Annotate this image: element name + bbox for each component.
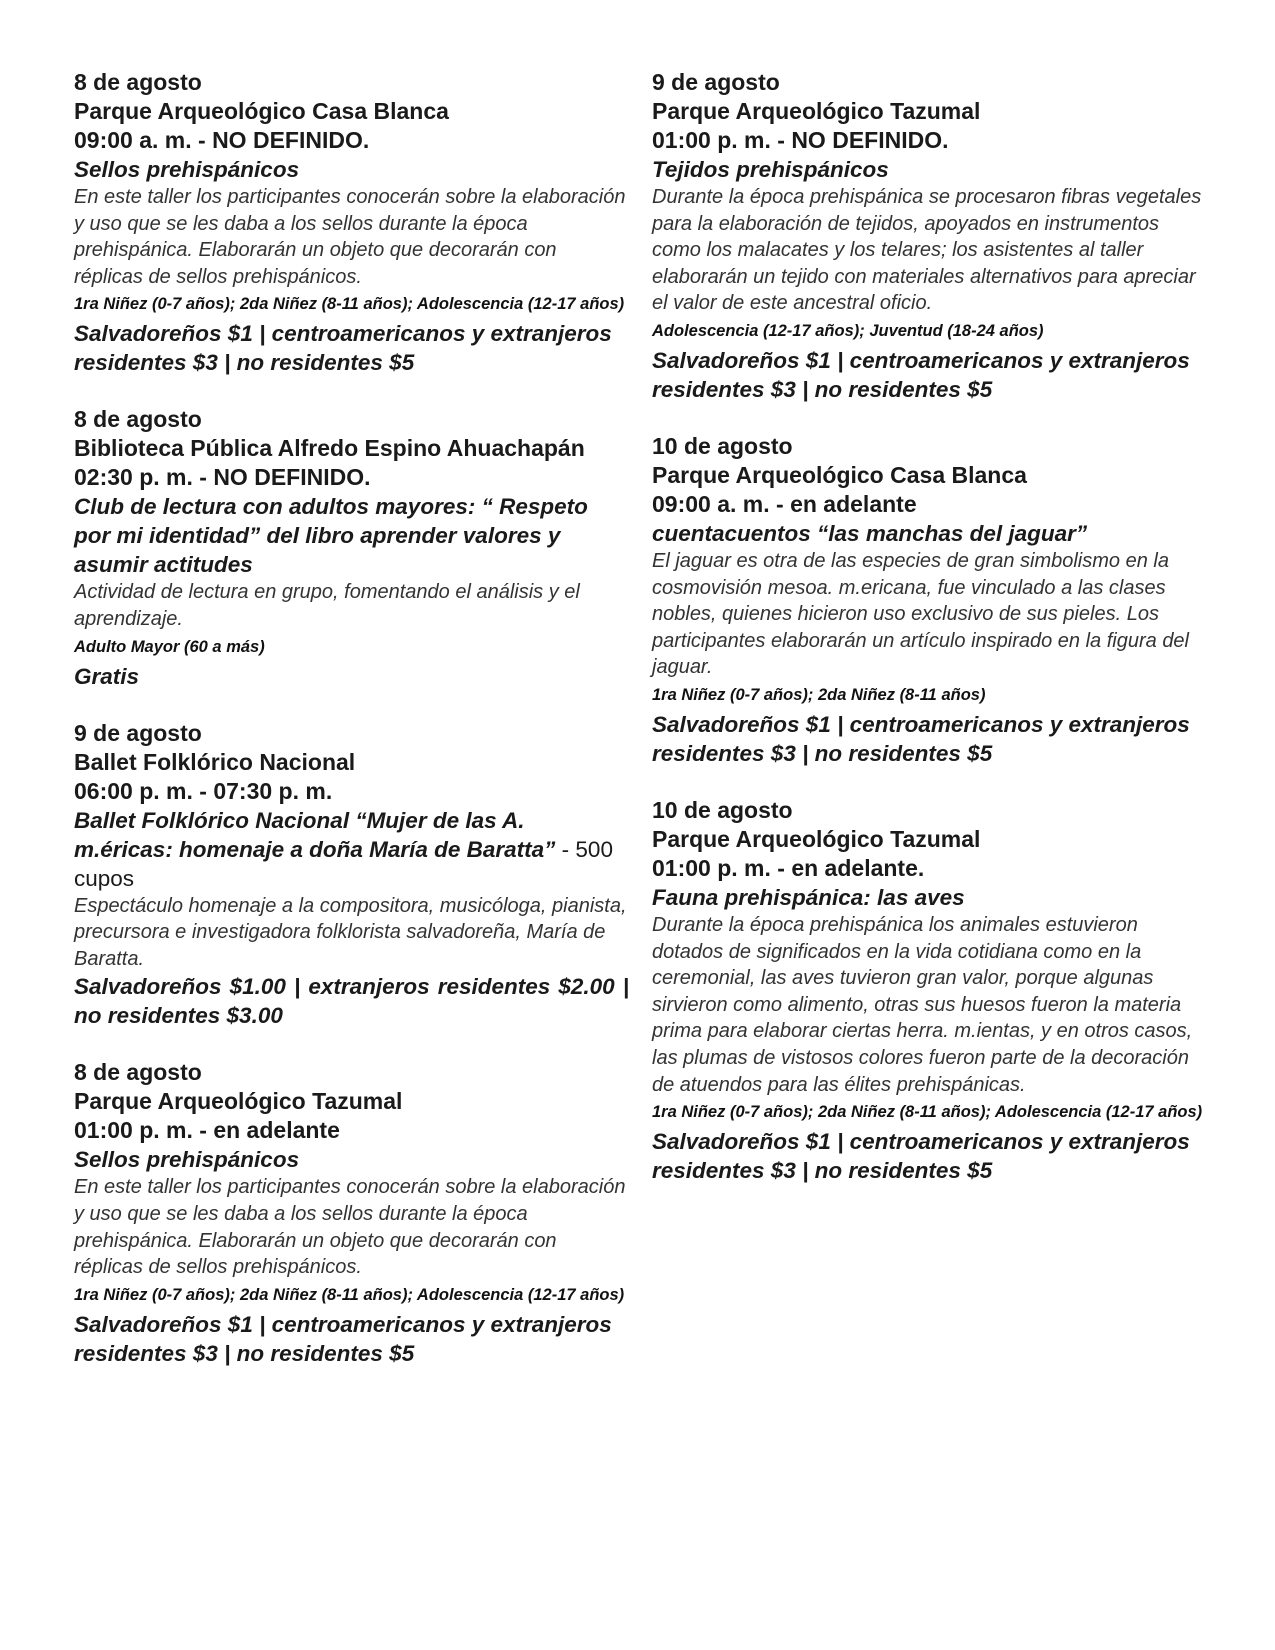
event-price: Salvadoreños $1 | centroamericanos y extranjeros residentes $3 | no residentes $5 xyxy=(74,321,612,376)
event-price: Gratis xyxy=(74,663,140,689)
event-card xyxy=(74,68,629,377)
event-price: Salvadoreños $1 | centroamericanos y extranjeros residentes $3 | no residentes $5 xyxy=(652,711,1190,766)
event-date: 8 de agosto xyxy=(74,69,202,95)
left-column xyxy=(74,68,629,1396)
event-date: 8 de agosto xyxy=(74,1059,202,1086)
event-title: Club de lectura con adultos mayores: “ Respeto por mi identidad” del libro aprender valores y asumir actitudes xyxy=(74,494,588,578)
event-card xyxy=(652,68,1207,404)
event-capacity: - 500 cupos xyxy=(74,836,613,891)
event-venue: Parque Arqueológico Casa Blanca xyxy=(74,98,449,124)
event-title: cuentacuentos “las manchas del jaguar” xyxy=(652,520,1088,546)
event-price: Salvadoreños $1.00 | extranjeros residentes $2.00 | no residentes $3.00 xyxy=(74,974,629,1029)
event-venue: Parque Arqueológico Tazumal xyxy=(652,98,981,124)
event-time: 02:30 p. m. - NO DEFINIDO. xyxy=(74,464,371,491)
event-title-wrapper xyxy=(74,806,629,893)
event-venue: Biblioteca Pública Alfredo Espino Ahuachapán xyxy=(74,435,585,462)
event-description: En este taller los participantes conocerán sobre la elaboración y uso que se les daba a los sellos durante la época prehispánica. Elaborarán un objeto que decorarán con réplicas de sellos prehispánicos. xyxy=(74,1176,626,1279)
event-card xyxy=(74,1058,629,1367)
event-venue: Parque Arqueológico Casa Blanca xyxy=(652,461,1027,488)
event-card xyxy=(74,405,629,690)
event-audience: Adulto Mayor (60 a más) xyxy=(74,637,265,656)
event-title: Sellos prehispánicos xyxy=(74,1147,300,1173)
event-audience: 1ra Niñez (0-7 años); 2da Niñez (8-11 años); Adolescencia (12-17 años) xyxy=(652,1103,1203,1122)
event-date: 10 de agosto xyxy=(652,796,793,823)
event-time: 01:00 p. m. - NO DEFINIDO. xyxy=(652,127,949,153)
event-title: Sellos prehispánicos xyxy=(74,157,300,182)
event-description: En este taller los participantes conocerán sobre la elaboración y uso que se les daba a los sellos durante la época prehispánica. Elaborarán un objeto que decorarán con réplicas de sellos prehispánicos. xyxy=(74,186,626,288)
event-description: El jaguar es otra de las especies de gran simbolismo en la cosmovisión mesoa. m.ericana, fue vinculado a las clases nobles, quienes hicieron uso exclusivo de sus pieles. Los participantes elaborarán un artículo inspirado en la figura del jaguar. xyxy=(652,549,1190,679)
event-venue: Parque Arqueológico Tazumal xyxy=(74,1088,403,1115)
event-card xyxy=(652,796,1207,1185)
event-venue: Parque Arqueológico Tazumal xyxy=(652,825,981,852)
event-audience: Adolescencia (12-17 años); Juventud (18-24 años) xyxy=(652,321,1044,340)
event-time: 06:00 p. m. - 07:30 p. m. xyxy=(74,777,333,804)
event-description: Durante la época prehispánica se procesaron fibras vegetales para la elaboración de tejidos, apoyados en instrumentos como los malacates y los telares; los asistentes al taller elaborarán un tejido con materiales alternativos para apreciar el valor de este ancestral oficio. xyxy=(652,186,1202,315)
right-column xyxy=(652,68,1207,1213)
event-date: 8 de agosto xyxy=(74,406,202,433)
event-venue: Ballet Folklórico Nacional xyxy=(74,748,356,775)
event-audience: 1ra Niñez (0-7 años); 2da Niñez (8-11 años); Adolescencia (12-17 años) xyxy=(74,295,625,314)
event-audience: 1ra Niñez (0-7 años); 2da Niñez (8-11 años) xyxy=(652,685,986,704)
event-time: 09:00 a. m. - en adelante xyxy=(652,490,917,517)
event-price: Salvadoreños $1 | centroamericanos y extranjeros residentes $3 | no residentes $5 xyxy=(652,347,1190,402)
event-date: 9 de agosto xyxy=(74,719,202,746)
event-card xyxy=(652,432,1207,768)
event-time: 01:00 p. m. - en adelante xyxy=(74,1117,340,1144)
event-price: Salvadoreños $1 | centroamericanos y extranjeros residentes $3 | no residentes $5 xyxy=(652,1129,1190,1184)
event-title: Ballet Folklórico Nacional “Mujer de las A. m.éricas: homenaje a doña María de Baratta” xyxy=(74,807,556,862)
event-description: Espectáculo homenaje a la compositora, musicóloga, pianista, precursora e investigadora folklorista salvadoreña, María de Baratta. xyxy=(74,894,627,970)
event-date: 9 de agosto xyxy=(652,69,780,95)
event-audience: 1ra Niñez (0-7 años); 2da Niñez (8-11 años); Adolescencia (12-17 años) xyxy=(74,1285,625,1304)
event-time: 09:00 a. m. - NO DEFINIDO. xyxy=(74,127,370,153)
event-price: Salvadoreños $1 | centroamericanos y extranjeros residentes $3 | no residentes $5 xyxy=(74,1311,612,1366)
event-title: Tejidos prehispánicos xyxy=(652,157,889,182)
event-description: Durante la época prehispánica los animales estuvieron dotados de significados en la vida cotidiana como en la ceremonial, las aves tuvieron gran valor, porque algunas sirvieron como alimento, otras sus huesos fueron la materia prima para elaborar ciertas herra. m.ientas, y en otros casos, las plumas de vistosos colores fueron parte de la decoración de atuendos para las élites prehispánicas. xyxy=(652,913,1193,1096)
event-title: Fauna prehispánica: las aves xyxy=(652,884,965,910)
event-card xyxy=(74,719,629,1031)
event-date: 10 de agosto xyxy=(652,432,793,459)
event-description: Actividad de lectura en grupo, fomentando el análisis y el aprendizaje. xyxy=(74,581,580,630)
event-time: 01:00 p. m. - en adelante. xyxy=(652,854,925,881)
